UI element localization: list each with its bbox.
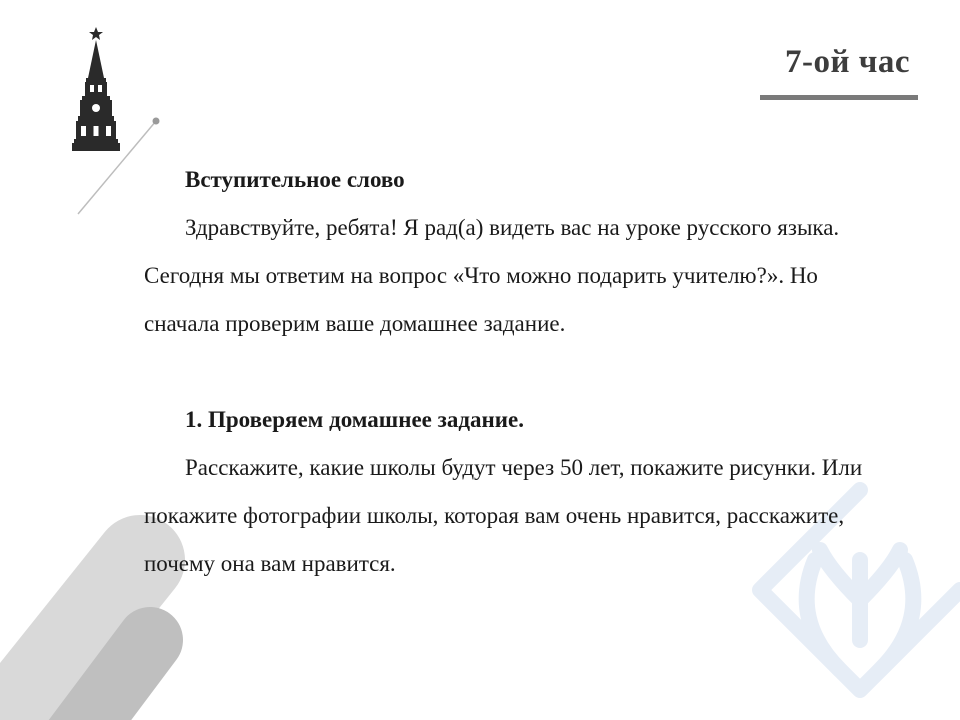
title-underline xyxy=(760,95,918,100)
diagonal-bars-decoration xyxy=(0,560,150,720)
document-body xyxy=(144,156,884,588)
slide-title: 7-ой час xyxy=(784,44,910,80)
section-paragraph-homework: Расскажите, какие школы будут через 50 лет, покажите рисунки. Или покажите фотографии школы, которая вам очень нравится, расскажите, почему она вам нравится. xyxy=(144,455,863,576)
section-heading-intro: Вступительное слово xyxy=(185,167,405,192)
section-heading-homework: 1. Проверяем домашнее задание. xyxy=(185,407,524,432)
section-paragraph-intro: Здравствуйте, ребята! Я рад(а) видеть вас на уроке русского языка. Сегодня мы ответим на вопрос «Что можно подарить учителю?». Но сначала проверим ваше домашнее задание. xyxy=(144,215,840,336)
section-spacer xyxy=(144,348,884,396)
kremlin-tower-icon xyxy=(72,27,120,151)
